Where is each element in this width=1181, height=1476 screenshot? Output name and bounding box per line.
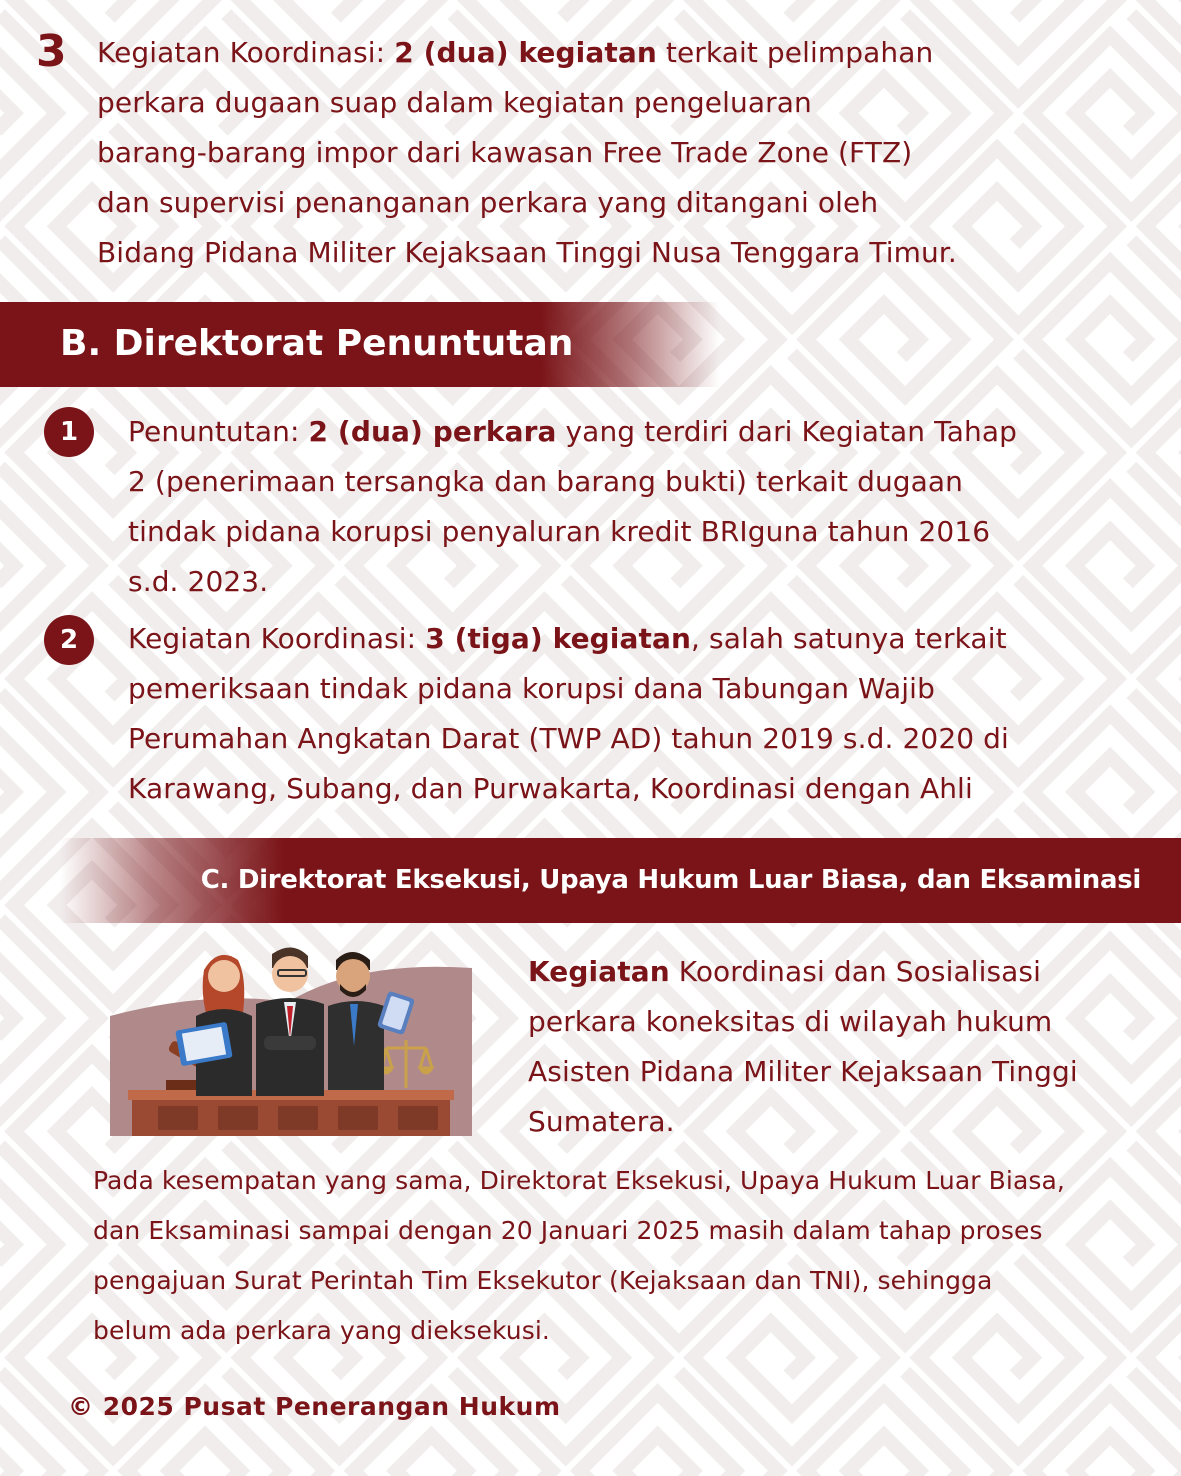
- item-b2-line: Karawang, Subang, dan Purwakarta, Koordinasi dengan Ahli: [128, 772, 973, 805]
- kegiatan-line: perkara koneksitas di wilayah hukum: [528, 1005, 1053, 1038]
- item-a3-line: Bidang Pidana Militer Kejaksaan Tinggi Nusa Tenggara Timur.: [97, 236, 957, 269]
- item-b1-label: Penuntutan:: [128, 415, 309, 448]
- item-a3-label: Kegiatan Koordinasi:: [97, 36, 395, 69]
- item-b1-text: [128, 407, 1138, 607]
- legal-team-illustration: [108, 940, 474, 1138]
- section-c-title: C. Direktorat Eksekusi, Upaya Hukum Luar Biasa, dan Eksaminasi: [200, 865, 1141, 895]
- kegiatan-line: Koordinasi dan Sosialisasi: [669, 955, 1042, 988]
- item-a3-line: barang-barang impor dari kawasan Free Trade Zone (FTZ): [97, 136, 913, 169]
- section-c-note: [93, 1156, 1163, 1356]
- item-b2-line: Perumahan Angkatan Darat (TWP AD) tahun 2019 s.d. 2020 di: [128, 722, 1009, 755]
- item-b1-line: s.d. 2023.: [128, 565, 269, 598]
- item-b2-number-badge: 2: [44, 615, 94, 665]
- item-b2-text: [128, 614, 1138, 814]
- section-b-title: B. Direktorat Penuntutan: [60, 323, 574, 364]
- person-man-center-icon: [256, 947, 324, 1096]
- item-a3-text: [97, 28, 1097, 278]
- item-b2-line: , salah satunya terkait: [691, 622, 1007, 655]
- item-a3-bold: 2 (dua) kegiatan: [394, 36, 657, 69]
- item-b1-bold: 2 (dua) perkara: [308, 415, 557, 448]
- section-b-banner: [0, 302, 720, 387]
- item-a3-line: terkait pelimpahan: [656, 36, 934, 69]
- item-number-3: 3: [36, 26, 67, 77]
- item-a3-line: dan supervisi penanganan perkara yang ditangani oleh: [97, 186, 879, 219]
- note-line: dan Eksaminasi sampai dengan 20 Januari 2025 masih dalam tahap proses: [93, 1216, 1043, 1245]
- item-b2-line: pemeriksaan tindak pidana korupsi dana Tabungan Wajib: [128, 672, 935, 705]
- kegiatan-line: Sumatera.: [528, 1105, 675, 1138]
- item-b1-line: yang terdiri dari Kegiatan Tahap: [556, 415, 1017, 448]
- item-b1-line: tindak pidana korupsi penyaluran kredit BRIguna tahun 2016: [128, 515, 991, 548]
- kegiatan-bold: Kegiatan: [528, 955, 670, 988]
- section-c-kegiatan-text: [528, 947, 1168, 1147]
- item-b2-label: Kegiatan Koordinasi:: [128, 622, 426, 655]
- item-a3-line: perkara dugaan suap dalam kegiatan pengeluaran: [97, 86, 812, 119]
- item-b2-bold: 3 (tiga) kegiatan: [425, 622, 692, 655]
- note-line: Pada kesempatan yang sama, Direktorat Eksekusi, Upaya Hukum Luar Biasa,: [93, 1166, 1065, 1195]
- kegiatan-line: Asisten Pidana Militer Kejaksaan Tinggi: [528, 1055, 1078, 1088]
- section-c-banner: [60, 838, 1181, 923]
- note-line: belum ada perkara yang dieksekusi.: [93, 1316, 550, 1345]
- note-line: pengajuan Surat Perintah Tim Eksekutor (Kejaksaan dan TNI), sehingga: [93, 1266, 993, 1295]
- item-b1-number-badge: 1: [44, 407, 94, 457]
- footer-copyright: © 2025 Pusat Penerangan Hukum: [68, 1392, 561, 1421]
- item-b1-line: 2 (penerimaan tersangka dan barang bukti) terkait dugaan: [128, 465, 964, 498]
